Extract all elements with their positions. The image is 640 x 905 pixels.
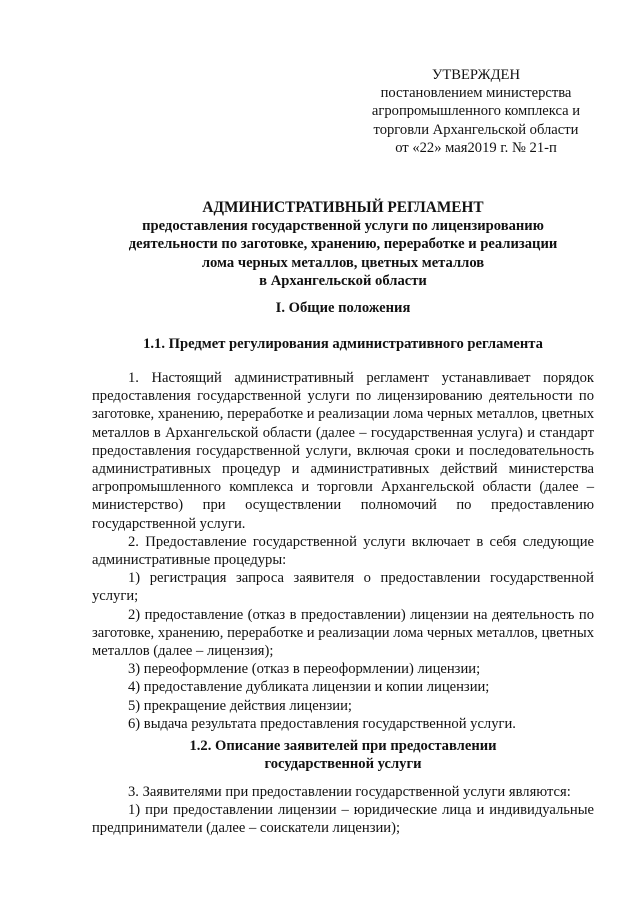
list-item: 3) переоформление (отказ в переоформлении) лицензии; <box>128 661 481 678</box>
paragraph: 3. Заявителями при предоставлении государственной услуги являются: <box>128 784 571 800</box>
list-item: 2) предоставление (отказ в предоставлении) лицензии на деятельность по заготовке, хранению, переработке и реализации лома черных металлов, цветных металлов (далее – лицензия); <box>92 606 594 660</box>
approval-line: агропромышленного комплекса и <box>371 103 581 120</box>
paragraph: 1. Настоящий административный регламент устанавливает порядок предоставления государственной услуги по лицензированию деятельности по заготовке, хранению, переработке и реализации лома черных металлов, цветных металлов в Архангельской области (далее – государственная услуга) и стандарт предоставления государственной услуги, включая сроки и последовательность административных процедур и административных действий министерства агропромышленного комплекса и торговли Архангельской области (далее – министерство) при осуществлении полномочий по предоставлению государственной услуги. <box>92 370 594 532</box>
list-item: 1) регистрация запроса заявителя о предоставлении государственной услуги; <box>92 570 594 605</box>
section-heading: I. Общие положения <box>275 300 411 316</box>
list-item: 4) предоставление дубликата лицензии и копии лицензии; <box>128 679 490 696</box>
approval-stamp <box>360 66 592 157</box>
list-item: 5) прекращение действия лицензии; <box>128 697 352 714</box>
title-subline: предоставления государственной услуги по лицензированию <box>142 218 544 235</box>
body-text <box>92 369 594 733</box>
title-subline: деятельности по заготовке, хранению, переработке и реализации <box>128 236 558 253</box>
title-subline: лома черных металлов, цветных металлов <box>201 254 485 271</box>
approval-line: торговли Архангельской области <box>373 121 579 138</box>
list-item: 1) при предоставлении лицензии – юридические лица и индивидуальные предприниматели (далее – соискатели лицензии); <box>92 802 594 837</box>
approval-line: УТВЕРЖДЕН <box>432 67 520 83</box>
approval-line: постановлением министерства <box>380 85 572 102</box>
subsection-heading: 1.2. Описание заявителей при предоставлении <box>189 738 497 754</box>
subsection-heading: государственной услуги <box>264 756 422 772</box>
title-subline: в Архангельской области <box>259 272 427 289</box>
approval-line: от «22» мая2019 г. № 21-п <box>395 139 557 156</box>
document-title <box>95 199 591 290</box>
paragraph: 2. Предоставление государственной услуги включает в себя следующие административные процедуры: <box>92 533 594 569</box>
list-item: 6) выдача результата предоставления государственной услуги. <box>128 715 516 732</box>
body-text <box>92 783 594 838</box>
title-main: АДМИНИСТРАТИВНЫЙ РЕГЛАМЕНТ <box>202 199 484 216</box>
subsection-heading: 1.1. Предмет регулирования административного регламента <box>143 336 543 352</box>
